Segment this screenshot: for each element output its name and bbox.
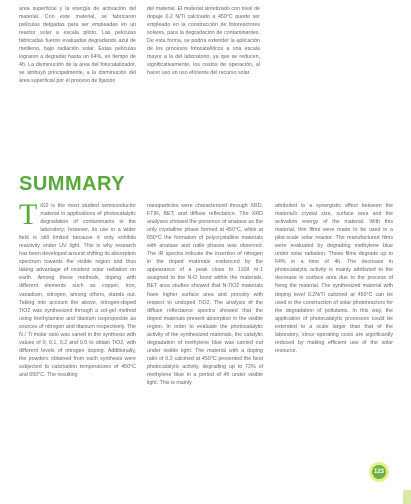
summary-heading: SUMMARY <box>19 173 126 195</box>
summary-text-2: nanoparticles were characterized through XRD, FTIR, BET, and diffuse reflectance. The XRD analyses showed the presence of anatase as the only crystalline phase formed at 450°C, while at 650°C the formation of polycrystalline materials with anatase and rutile phases was observed. The IR spectra indicate the insertion of nitrogen in the doped materials evidenced by the appearance of a peak close to 1108 m-1 assigned to the N-O bond within the materials. BET area studies showed that N-TiO2 materials have higher surface area and porosity with respect to undoped TiO2. The analysis of the diffuse reflectance spectra showed that the doped materials present absorption in the visible region. In order to evaluate the photocatalytic activity of the synthesized materials, the catalytic degradation of methylene blue was carried out under visible light. The material with a doping ratio of 0.2 calcined at 450°C presented the best photocatalytic activity, degrading up to 72% of methylene blue in a period of 4h under visible light. This is mainly <box>147 203 263 387</box>
page-number-badge <box>369 462 389 482</box>
summary-column-1 <box>19 198 136 379</box>
summary-column-2 <box>147 202 263 387</box>
top-left-column <box>19 5 136 85</box>
corner-tab <box>403 490 411 504</box>
top-middle-text: del material. El material sintetizado con nivel de dopaje 0.2 N/Ti calcinado a 450°C puede ser empleado en la construcción de fotoreactores solares, para la degradación de contaminantes. De esta forma, se podría extender la aplicación de los procesos fotocatalíticos a una escala mayor a la del laboratorio, ya que se reducen, significativamente, los costos de operación, al hacer uso un uso eficiente del recurso solar. <box>147 6 260 77</box>
page-number: 123 <box>372 465 386 479</box>
top-middle-column <box>147 5 260 77</box>
summary-column-3 <box>275 202 393 355</box>
summary-text-3: attributed to a synergistic effect between the material's crystal size, surface area and the activation energy of the material. With this material, thin films were made to be used in a pilot-scale solar reactor. The manufactured films were evaluated by degrading methylene blue under solar radiation. These films degrade up to 64% in a time of 4h. The decrease in photocatalytic activity is mainly attributed to the decrease in surface area due to the process of fixing the material. The synthesized material with doping level 0.2N/Ti calcined at 450°C can be used in the construction of solar photoreactors for the degradation of pollutants. In this way, the application of photocatalytic processes could be extended to a scale larger than that of the laboratory, since operating costs are significantly reduced by making efficient use of the solar resource. <box>275 203 393 354</box>
top-left-text: area superficial y la energía de activación del material. Con este material, se fabricaron películas delgadas para ser empleadas en un reactor solar a escala piloto. Las películas fabricadas fueron evaluadas degradando azul de metileno, bajo radiación solar. Estas películas lograron a degradar hasta un 64%, en tiempo de 4h. La disminución de la área del fotocatalizador, se atribuyó principalmente, a la disminución del área superficial por el proceso de fijación <box>19 6 136 85</box>
summary-text-1: iO2 is the most studied semiconductor material in applications of photocatalytic degradation of contaminants in the laboratory; however, its use in a wider field is still limited because it only exhibits reactivity under UV light. This is why research has been developed around shifting its absorption spectrum towards the visible region and thus taking advantage of incident solar radiation on earth. Among these methods, doping with different elements such as copper, iron, vanadium, nitrogen, among others, stands out. Taking into account the above, nitrogen-doped TiO2 was synthesized through a sol-gel method using triethylamine and titanium isopropoxide as sources of nitrogen and titanium respectively. The N / Ti molar ratio was varied in the synthesis with values of 0, 0.1, 0.2 and 0.5 to obtain TiO2, with different levels of nitrogen doping. Additionally, the powders obtained from each synthesis were subjected to calcination temperatures of 450°C and 650°C. The resulting <box>19 203 136 378</box>
drop-cap: T <box>19 198 38 231</box>
